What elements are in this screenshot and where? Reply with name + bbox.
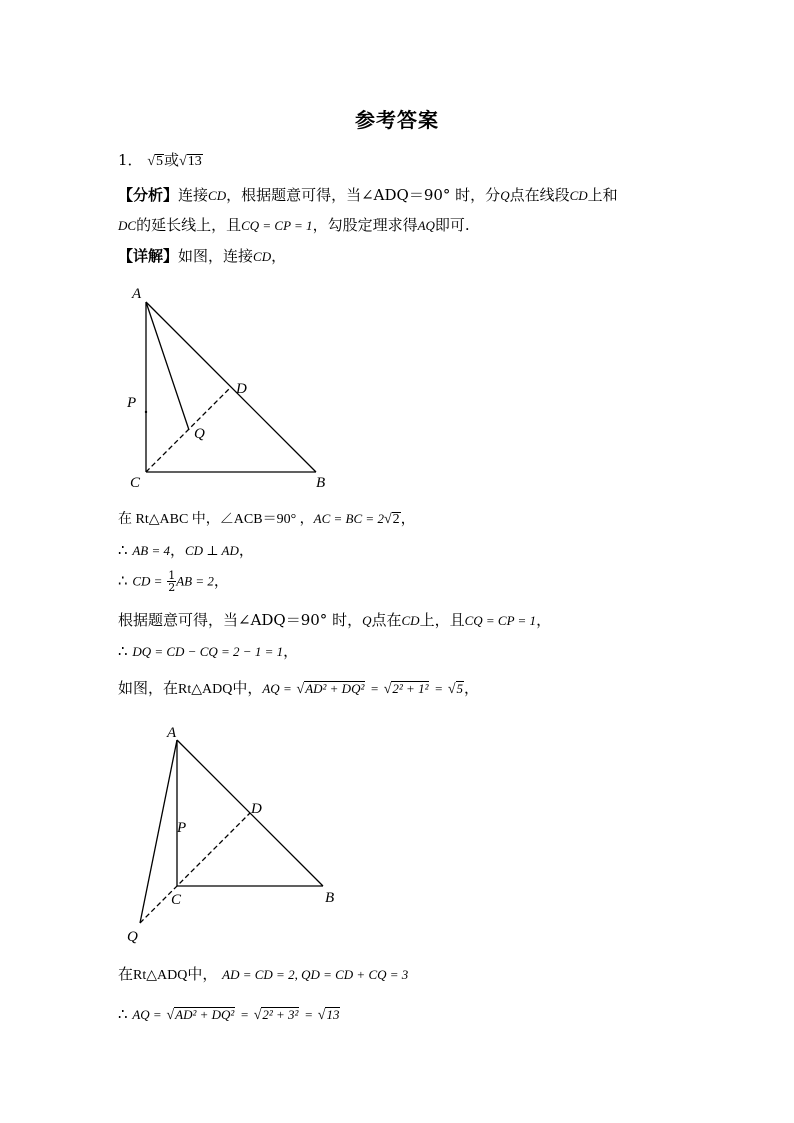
math-rhs: AB = 2 (176, 573, 214, 589)
segment-aq (146, 302, 189, 430)
math-cd: CD (569, 188, 588, 203)
math-lhs: AQ = (132, 1007, 162, 1022)
punct: ， (400, 509, 416, 527)
math-equation: DQ = CD − CQ = 2 − 1 = 1 (132, 644, 284, 659)
math-equation: AB = 4 (132, 543, 170, 558)
math-cd: CD (208, 188, 227, 203)
fraction-denominator: 2 (168, 581, 176, 594)
math-equation: AD = CD = 2, QD = CD + CQ = 3 (222, 967, 409, 982)
label-p: P (177, 820, 187, 836)
math-equation: CQ = CP = 1 (464, 613, 537, 628)
analysis-text: 点在线段 (509, 186, 570, 204)
step-5 (118, 641, 298, 662)
step-text: 中， (232, 679, 263, 697)
analysis-text: 的延长线上，且 (136, 216, 242, 234)
analysis-tag: 【分析】 (118, 186, 179, 204)
question-number: 1． (118, 151, 143, 169)
step-2 (118, 540, 254, 561)
detail-text: ， (271, 247, 287, 265)
math-dc: DC (118, 218, 137, 233)
detail-line (118, 246, 286, 267)
question-1-answer: 1． √5或√13 (118, 151, 202, 169)
therefore-symbol: ∴ (118, 571, 128, 590)
therefore-symbol: ∴ (118, 642, 128, 660)
answer-sqrt-a: 5 (156, 154, 164, 169)
answer-sqrt-b: 13 (187, 154, 202, 169)
analysis-line-2 (118, 215, 470, 236)
triangle-name: Rt△ADQ (178, 682, 233, 697)
math-equals: = (304, 1007, 314, 1022)
label-d: D (236, 381, 247, 397)
sqrt-radicand: 13 (326, 1007, 340, 1022)
math-equation: CQ = CP = 1 (241, 218, 313, 233)
figure-1-triangle (110, 280, 370, 500)
step-1: 在 Rt△ABC 中，∠ACB＝90° ，AC = BC = 2√2， (118, 509, 416, 527)
step-text: 在 (118, 965, 134, 983)
math-equation: AC = BC = 2 (313, 511, 384, 526)
step-text: 中， (187, 965, 218, 983)
segment-cd-dashed (146, 387, 231, 472)
step-6: 如图，在Rt△ADQ中，AQ = √AD² + DQ² = √2² + 1² = √5， (118, 679, 480, 697)
analysis-text: 上和 (587, 186, 618, 204)
analysis-text: 连接 (178, 186, 209, 204)
label-p: P (127, 395, 137, 411)
math-q: Q (362, 613, 372, 628)
fraction-numerator: 1 (168, 569, 176, 582)
punct: ， (213, 571, 229, 590)
detail-tag: 【详解】 (118, 247, 179, 265)
math-aq: AQ (417, 218, 435, 233)
punct: ， (536, 611, 552, 629)
label-c: C (130, 475, 141, 491)
math-equals: = (434, 681, 444, 696)
label-q: Q (127, 929, 138, 945)
step-text: 点在 (371, 611, 402, 629)
therefore-symbol: ∴ (118, 541, 128, 559)
segment-qd-dashed (140, 813, 250, 923)
math-lhs: CD = (132, 573, 163, 589)
figure-2-triangle (115, 720, 375, 950)
step-text: 上，且 (419, 611, 465, 629)
sqrt-radicand: 2 (392, 512, 400, 527)
step-3 (118, 570, 229, 593)
step-4 (118, 610, 551, 631)
sqrt-radicand: AD² + DQ² (305, 681, 365, 696)
page-title: 参考答案 (355, 108, 439, 132)
punct: ， (169, 541, 185, 559)
therefore-symbol: ∴ (118, 1005, 128, 1023)
label-c: C (171, 892, 182, 908)
math-lhs: AQ = (262, 681, 292, 696)
punct: ， (464, 679, 480, 697)
punct: ， (283, 642, 299, 660)
step-7 (118, 964, 408, 986)
step-text: 如图，在 (118, 679, 179, 697)
detail-text: 如图，连接 (178, 247, 254, 265)
label-a: A (132, 286, 142, 302)
math-equals: = (240, 1007, 249, 1022)
math-cd: CD (401, 613, 420, 628)
step-text: 在 Rt△ABC 中，∠ACB＝90° ， (118, 512, 314, 527)
point-p (145, 411, 147, 413)
label-q: Q (194, 426, 205, 442)
analysis-line-1 (118, 185, 618, 206)
analysis-text: 即可. (434, 216, 470, 234)
math-equals: = (370, 681, 379, 696)
label-d: D (251, 801, 262, 817)
sqrt-radicand: 5 (456, 681, 464, 696)
math-equation: CD ⊥ AD (185, 543, 239, 558)
sqrt-radicand: AD² + DQ² (175, 1007, 235, 1022)
label-b: B (316, 475, 326, 491)
math-q: Q (500, 188, 510, 203)
fraction-half (167, 570, 176, 593)
analysis-text: ，勾股定理求得 (312, 216, 418, 234)
step-8: ∴ AQ = √AD² + DQ² = √2² + 3² = √13 (118, 1005, 340, 1023)
sqrt-radicand: 2² + 1² (392, 681, 429, 696)
analysis-text: ，根据题意可得，当∠ADQ＝90° 时，分 (226, 186, 501, 204)
punct: ， (238, 541, 254, 559)
answer-or: 或 (164, 151, 180, 169)
sqrt-radicand: 2² + 3² (262, 1007, 299, 1022)
triangle-name: Rt△ADQ (133, 968, 188, 983)
step-text: 根据题意可得，当∠ADQ＝90° 时， (118, 611, 363, 629)
label-a: A (167, 725, 177, 741)
label-b: B (325, 890, 335, 906)
math-cd: CD (253, 249, 272, 264)
